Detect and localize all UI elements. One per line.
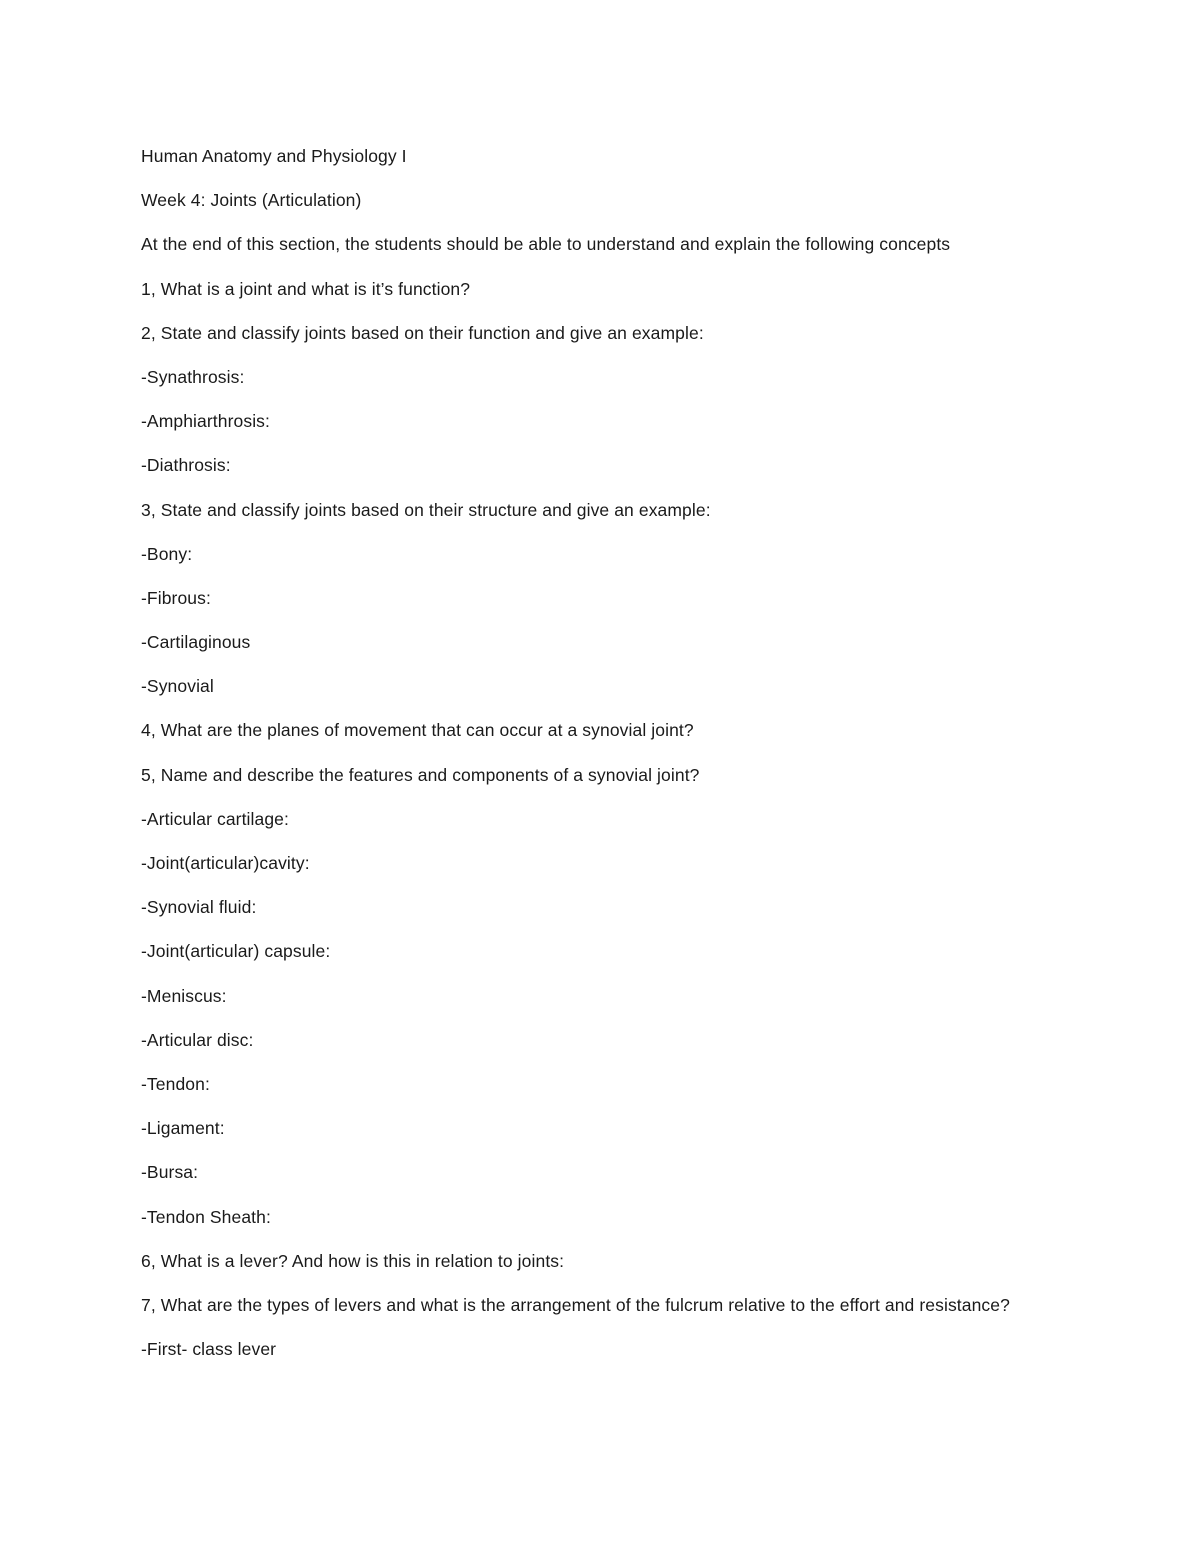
question-6: 6, What is a lever? And how is this in relation to joints: [141,1250,565,1271]
q5-item-bursa: -Bursa: [141,1162,199,1183]
q2-item-amphiarthrosis: -Amphiarthrosis: [141,411,270,432]
question-4: 4, What are the planes of movement that can occur at a synovial joint? [141,720,694,741]
document-body [141,142,1061,1379]
q7-item-first-class-lever: -First- class lever [141,1338,277,1359]
q5-item-synovial-fluid: -Synovial fluid: [141,897,257,918]
question-5: 5, Name and describe the features and components of a synovial joint? [141,764,700,785]
q3-item-bony: -Bony: [141,543,193,564]
intro-text: At the end of this section, the students should be able to understand and explain the following concepts [141,234,951,255]
q5-item-tendon: -Tendon: [141,1073,210,1094]
q5-item-joint-capsule: -Joint(articular) capsule: [141,941,331,962]
course-title: Human Anatomy and Physiology I [141,146,407,166]
q2-item-synathrosis: -Synathrosis: [141,366,245,387]
q3-item-synovial: -Synovial [141,676,214,697]
q5-item-meniscus: -Meniscus: [141,985,227,1006]
q5-item-ligament: -Ligament: [141,1118,225,1139]
q3-item-fibrous: -Fibrous: [141,587,211,608]
week-title: Week 4: Joints (Articulation) [141,190,362,211]
q5-item-tendon-sheath: -Tendon Sheath: [141,1206,271,1227]
q5-item-joint-cavity: -Joint(articular)cavity: [141,853,310,873]
question-2: 2, State and classify joints based on their function and give an example: [141,322,704,343]
question-7: 7, What are the types of levers and what is the arrangement of the fulcrum relative to the effort and resistance? [141,1294,1010,1315]
question-1: 1, What is a joint and what is it’s function? [141,278,471,299]
q5-item-articular-disc: -Articular disc: [141,1029,254,1050]
q2-item-diathrosis: -Diathrosis: [141,455,231,476]
q5-item-articular-cartilage: -Articular cartilage: [141,808,289,829]
q3-item-cartilaginous: -Cartilaginous [141,632,251,653]
question-3: 3, State and classify joints based on their structure and give an example: [141,499,711,520]
